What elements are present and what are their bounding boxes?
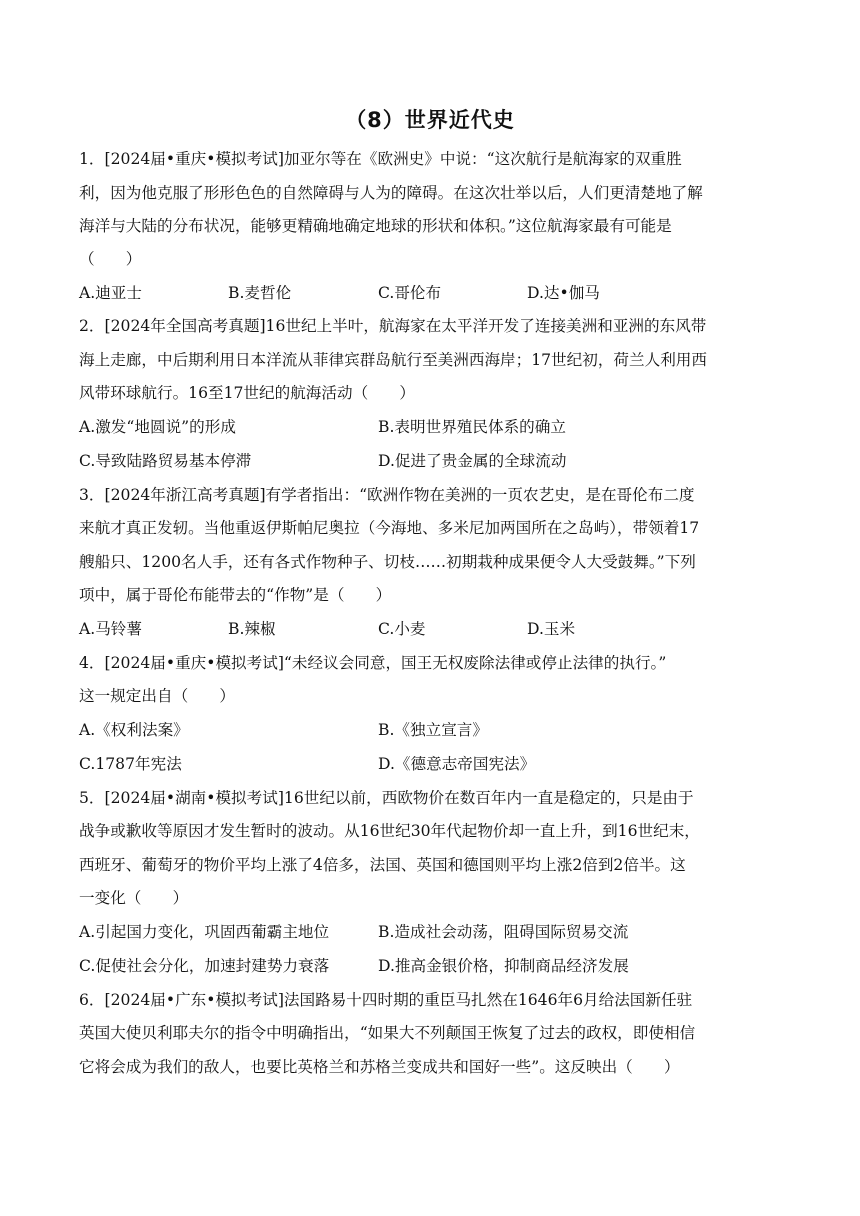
question-4-option-c: C.1787年宪法 [79, 755, 182, 773]
question-5-line-3: 西班牙、葡萄牙的物价平均上涨了4倍多，法国、英国和德国则平均上涨2倍到2倍半。这 [79, 856, 686, 874]
question-2-line-3: 风带环球航行。16至17世纪的航海活动（ ） [79, 384, 415, 402]
page-title: （8）世界近代史 [345, 108, 515, 132]
question-3-option-c: C.小麦 [378, 620, 426, 638]
question-1-line-3: 海洋与大陆的分布状况，能够更精确地确定地球的形状和体积。”这位航海家最有可能是 [79, 217, 672, 235]
question-4-option-d: D.《德意志帝国宪法》 [378, 755, 536, 773]
question-4-line-1: 4．[2024届•重庆•模拟考试]“未经议会同意，国王无权废除法律或停止法律的执行。” [79, 654, 667, 672]
question-2-option-d: D.促进了贵金属的全球流动 [378, 452, 567, 470]
question-1-line-2: 利，因为他克服了形形色色的自然障碍与人为的障碍。在这次壮举以后，人们更清楚地了解 [79, 184, 703, 202]
question-1-option-c: C.哥伦布 [378, 284, 442, 302]
question-5-option-c: C.促使社会分化，加速封建势力衰落 [79, 957, 330, 975]
question-3-option-d: D.玉米 [527, 620, 576, 638]
question-2-line-2: 海上走廊，中后期利用日本洋流从菲律宾群岛航行至美洲西海岸；17世纪初，荷兰人利用西 [79, 351, 707, 369]
question-2-option-a: A.激发“地圆说”的形成 [79, 418, 236, 436]
question-4-option-a: A.《权利法案》 [79, 721, 189, 739]
question-1-option-a: A.迪亚士 [79, 284, 142, 302]
question-3-line-3: 艘船只、1200名人手，还有各式作物种子、切枝……初期栽种成果便令人大受鼓舞。”下列 [79, 553, 696, 571]
question-3-line-1: 3．[2024年浙江高考真题]有学者指出：“欧洲作物在美洲的一页农艺史，是在哥伦布二度 [79, 486, 695, 504]
question-3-option-a: A.马铃薯 [79, 620, 142, 638]
question-5-option-d: D.推高金银价格，抑制商品经济发展 [378, 957, 629, 975]
question-5-line-2: 战争或歉收等原因才发生暂时的波动。从16世纪30年代起物价却一直上升，到16世纪末， [79, 822, 700, 840]
question-2-option-b: B.表明世界殖民体系的确立 [378, 418, 566, 436]
question-4-line-2: 这一规定出自（ ） [79, 687, 235, 705]
question-1-option-b: B.麦哲伦 [228, 284, 292, 302]
question-6-line-1: 6．[2024届•广东•模拟考试]法国路易十四时期的重臣马扎然在1646年6月给法国新任驻 [79, 991, 693, 1009]
question-3-line-2: 来航才真正发轫。当他重返伊斯帕尼奥拉（今海地、多米尼加两国所在之岛屿），带领着17 [79, 519, 700, 537]
question-6-line-2: 英国大使贝利耶夫尔的指令中明确指出，“如果大不列颠国王恢复了过去的政权，即使相信 [79, 1024, 696, 1042]
question-1-line-4: （ ） [79, 250, 142, 268]
question-6-line-3: 它将会成为我们的敌人，也要比英格兰和苏格兰变成共和国好一些”。这反映出（ ） [79, 1058, 680, 1076]
question-2-line-1: 2．[2024年全国高考真题]16世纪上半叶，航海家在太平洋开发了连接美洲和亚洲的东风带 [79, 317, 707, 335]
question-3-line-4: 项中，属于哥伦布能带去的“作物”是（ ） [79, 586, 392, 604]
question-4-option-b: B.《独立宣言》 [378, 721, 488, 739]
question-1-line-1: 1．[2024届•重庆•模拟考试]加亚尔等在《欧洲史》中说：“这次航行是航海家的双重胜 [79, 150, 682, 168]
question-1-option-d: D.达•伽马 [527, 284, 600, 302]
question-5-line-1: 5．[2024届•湖南•模拟考试]16世纪以前，西欧物价在数百年内一直是稳定的，只是由于 [79, 789, 694, 807]
question-2-option-c: C.导致陆路贸易基本停滞 [79, 452, 252, 470]
question-5-line-4: 一变化（ ） [79, 889, 189, 907]
question-5-option-b: B.造成社会动荡，阻碍国际贸易交流 [378, 923, 629, 941]
question-5-option-a: A.引起国力变化，巩固西葡霸主地位 [79, 923, 330, 941]
question-3-option-b: B.辣椒 [228, 620, 276, 638]
